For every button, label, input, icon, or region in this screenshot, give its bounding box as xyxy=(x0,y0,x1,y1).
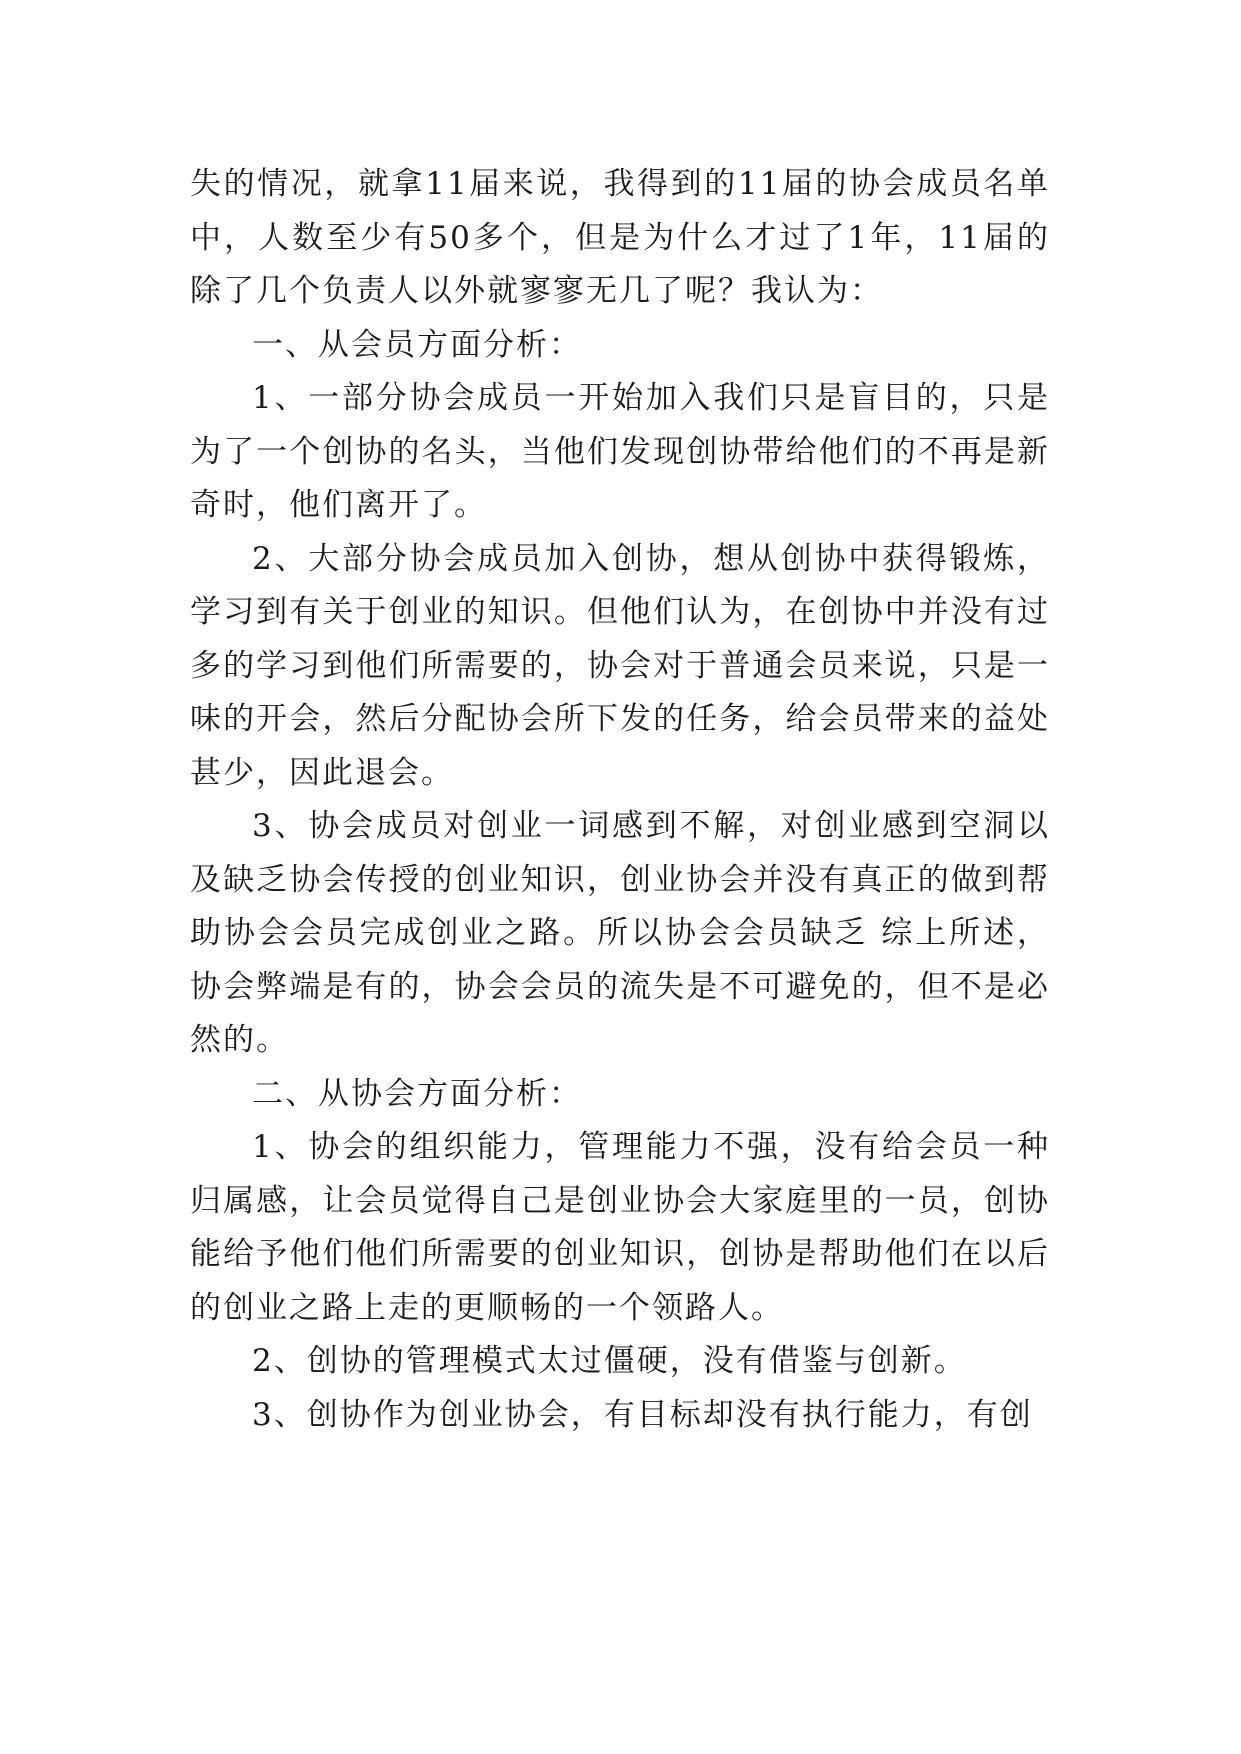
paragraph-member-point-2: 2、大部分协会成员加入创协，想从创协中获得锻炼，学习到有关于创业的知识。但他们认为，在创协中并没有过多的学习到他们所需要的，协会对于普通会员来说，只是一味的开会，然后分配协会所下发的任务，给会员带来的益处甚少，因此退会。 xyxy=(190,540,1050,791)
document-body xyxy=(190,158,1050,1442)
section-heading-member-analysis: 一、从会员方面分析： xyxy=(252,326,582,363)
section-heading-association-analysis: 二、从协会方面分析： xyxy=(252,1075,582,1112)
paragraph-association-point-2: 2、创协的管理模式太过僵硬，没有借鉴与创新。 xyxy=(252,1343,967,1379)
paragraph-association-point-3: 3、创协作为创业协会，有目标却没有执行能力，有创 xyxy=(252,1396,1033,1433)
paragraph-association-point-1: 1、协会的组织能力，管理能力不强，没有给会员一种归属感，让会员觉得自己是创业协会大家庭里的一员，创协能给予他们他们所需要的创业知识，创协是帮助他们在以后的创业之路上走的更顺畅的一个领路人。 xyxy=(190,1129,1050,1326)
paragraph-member-point-1: 1、一部分协会成员一开始加入我们只是盲目的，只是为了一个创协的名头，当他们发现创协带给他们的不再是新奇时，他们离开了。 xyxy=(190,380,1050,523)
paragraph-member-point-3: 3、协会成员对创业一词感到不解，对创业感到空洞以及缺乏协会传授的创业知识，创业协会并没有真正的做到帮助协会会员完成创业之路。所以协会会员缺乏 综上所述，协会弊端是有的，协会会员的流失是不可避免的，但不是必然的。 xyxy=(190,808,1050,1058)
paragraph-continuation: 失的情况，就拿11届来说，我得到的11届的协会成员名单中，人数至少有50多个，但是为什么才过了1年，11届的除了几个负责人以外就寥寥无几了呢？我认为： xyxy=(190,166,1050,309)
